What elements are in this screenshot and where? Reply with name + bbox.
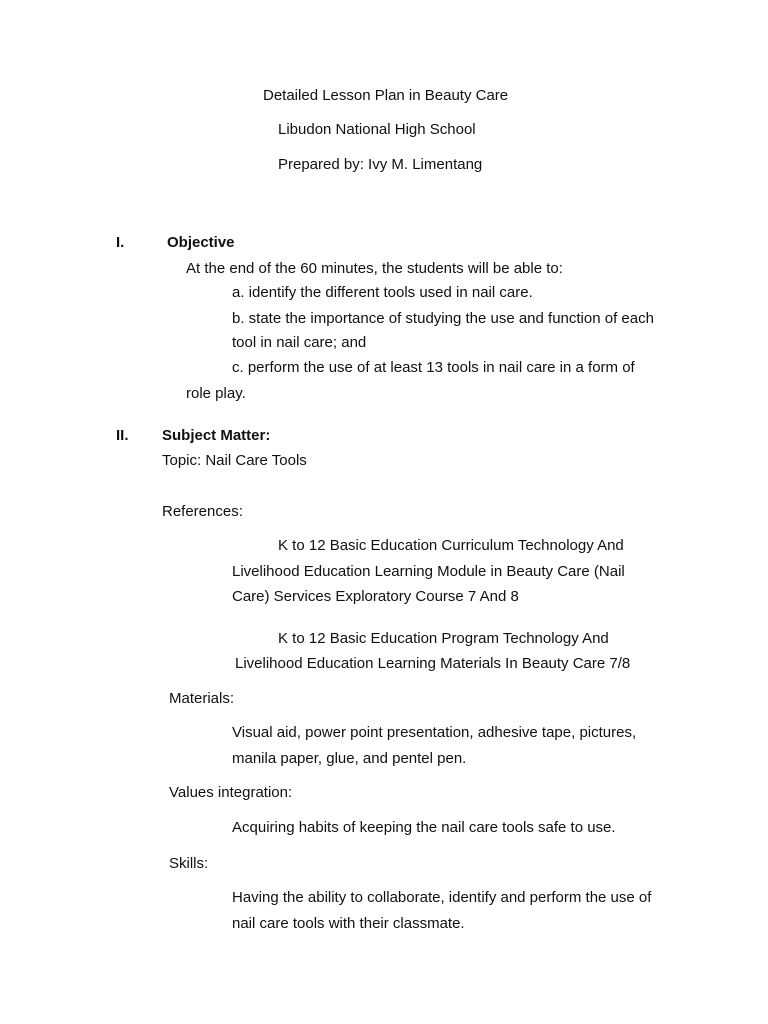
section-2-numeral: II. xyxy=(116,427,129,444)
reference-1-line1: K to 12 Basic Education Curriculum Technology And xyxy=(278,537,624,554)
objective-item-c-line1: c. perform the use of at least 13 tools in nail care in a form of xyxy=(232,359,635,376)
objective-item-b-line2: tool in nail care; and xyxy=(232,334,367,351)
materials-line1: Visual aid, power point presentation, adhesive tape, pictures, xyxy=(232,724,637,741)
objective-item-a: a. identify the different tools used in nail care. xyxy=(232,284,533,301)
materials-label: Materials: xyxy=(169,690,235,707)
section-1-heading: Objective xyxy=(167,234,235,251)
school-name: Libudon National High School xyxy=(278,121,476,138)
skills-line2: nail care tools with their classmate. xyxy=(232,915,465,932)
reference-1-line3: Care) Services Exploratory Course 7 And 8 xyxy=(232,588,519,605)
reference-2-line1: K to 12 Basic Education Program Technology And xyxy=(278,630,609,647)
objective-item-c-line2: role play. xyxy=(186,385,246,402)
materials-line2: manila paper, glue, and pentel pen. xyxy=(232,750,467,767)
values-text: Acquiring habits of keeping the nail care tools safe to use. xyxy=(232,819,616,836)
section-2-heading: Subject Matter: xyxy=(162,427,271,444)
objective-intro: At the end of the 60 minutes, the students will be able to: xyxy=(186,260,563,277)
references-label: References: xyxy=(162,503,243,520)
skills-label: Skills: xyxy=(169,855,209,872)
topic: Topic: Nail Care Tools xyxy=(162,452,307,469)
objective-item-b-line1: b. state the importance of studying the use and function of each xyxy=(232,310,654,327)
values-label: Values integration: xyxy=(169,784,293,801)
reference-2-line2: Livelihood Education Learning Materials In Beauty Care 7/8 xyxy=(235,655,631,672)
reference-1-line2: Livelihood Education Learning Module in Beauty Care (Nail xyxy=(232,563,625,580)
prepared-by: Prepared by: Ivy M. Limentang xyxy=(278,156,483,173)
skills-line1: Having the ability to collaborate, identify and perform the use of xyxy=(232,889,652,906)
document-title: Detailed Lesson Plan in Beauty Care xyxy=(263,87,509,104)
section-1-numeral: I. xyxy=(116,234,125,251)
